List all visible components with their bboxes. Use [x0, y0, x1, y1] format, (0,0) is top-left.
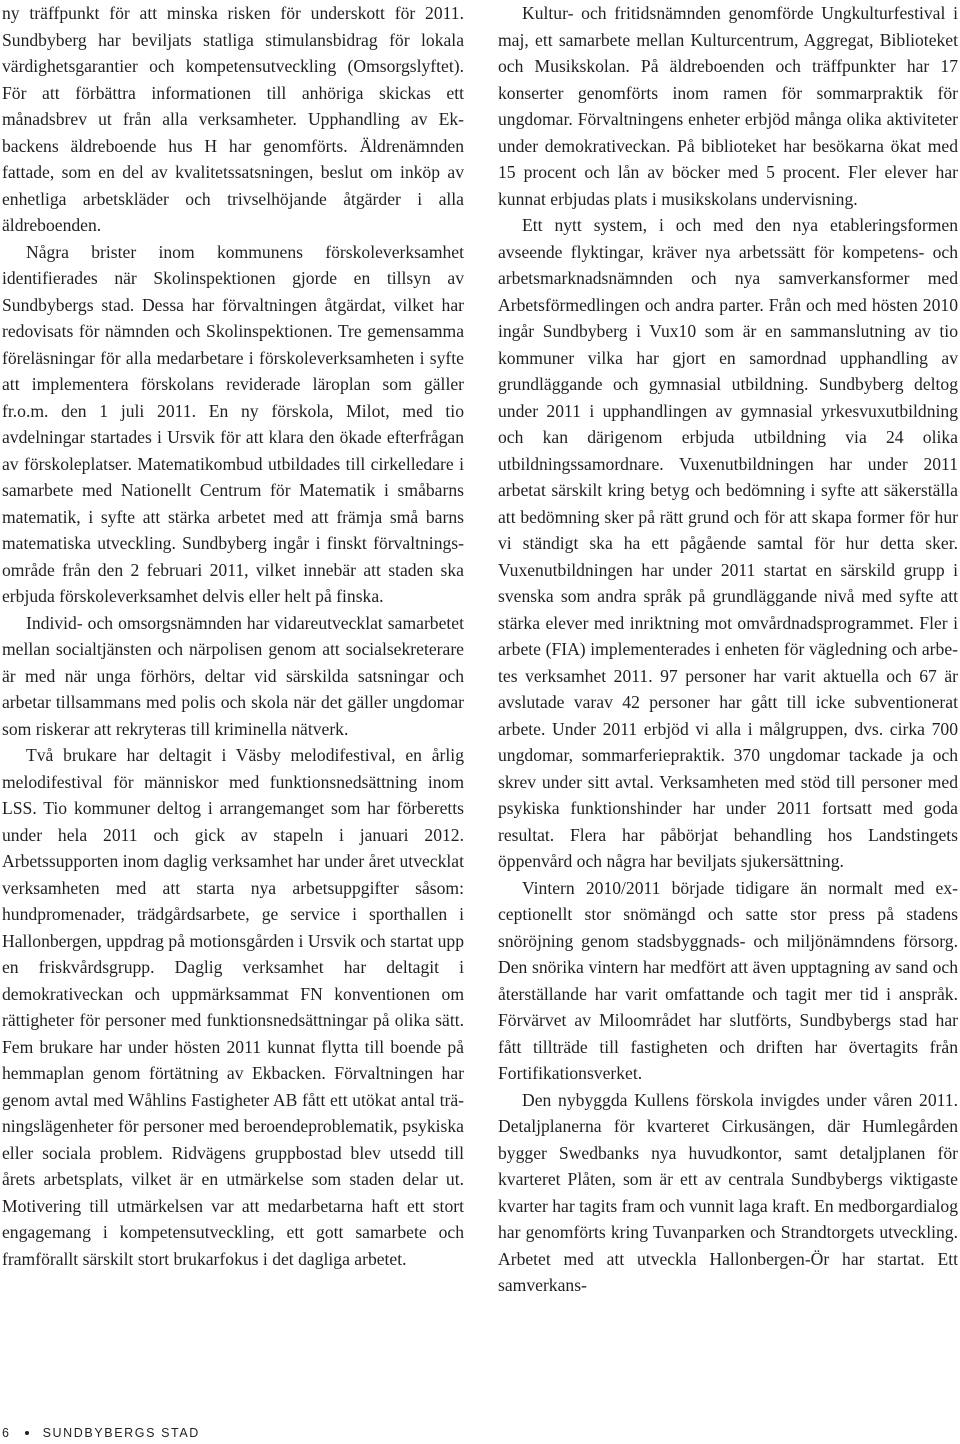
paragraph: Kultur- och fritidsnämnden genomförde Ungkulturfestival i maj, ett samarbete mellan Kulturcentrum, Aggregat, Biblioteket och Musikskolan. På äldreboenden och träffpunkter har 17 konserter genomförts inom ramen för sommarpraktik för ungdomar. Förvaltningens enheter erbjöd många olika aktiviteter under demokrativeckan. På biblioteket har besökarna ökat med 15 procent och lån av böcker med 5 procent. Fler elever har kunnat erbjudas plats i musikskolans undervisning.	[498, 3, 958, 209]
paragraph: Några brister inom kommunens förskoleverksamhet identifierades när Skolinspektionen gjorde en tillsyn av Sundbybergs stad. Dessa har förvaltningen åtgärdat, vilket har redovisats för nämnden och Skolinspektionen. Tre gemensamma föreläsningar för alla medarbetare i förskoleverksamheten i syfte att implementera förskolans reviderade läroplan som gäller fr.o.m. den 1 juli 2011. En ny förskola, Milot, med tio avdelningar startades i Ursvik för att klara den ökade efterfrågan av förskoleplatser. Matematikombud utbildades till cirkelledare i samarbete med Nationellt Centrum för Matematik i småbarns matematik, i syfte att stärka arbetet med att främja små barns matematiska utveckling. Sundbyberg ingår i finskt förvaltningsområde från den 2 februari 2011, vilket innebär att staden ska erbjuda förskoleverksamhet delvis eller helt på finska.	[2, 241, 464, 606]
bullet-separator-icon	[25, 1431, 29, 1435]
paragraph: Den nybyggda Kullens förskola invigdes under våren 2011. Detaljplanerna för kvarteret Cirkusängen, där Humlegården bygger Swedbanks nya huvudkontor, samt detaljplanen för kvarteret Plåten, som är ett av centrala Sundbybergs viktigaste kvarter har tagits fram och vunnit laga kraft. En medborgardialog har genomförts kring Tuvanparken och Strandtorgets utveckling. Arbetet med att utveckla Hallonbergen-Ör har startat. Ett samverkans-	[498, 1089, 958, 1295]
paragraph: Ett nytt system, i och med den nya etableringsformen avseende flyktingar, kräver nya arbetssätt för kompetens- och arbetsmarknadsnämnden och nya samverkansformer med Arbetsförmedlingen och andra parter. Från och med hösten 2010 ingår Sundbyberg i Vux10 som är en sammanslutning av tio kommuner vilka har gjort en samordnad upphandling av grundläggande och gymnasial utbildning. Sundbyberg deltog under 2011 i upphandlingen av gymnasial yrkesvuxutbildning och kan därigenom erbjuda utbildning via 24 olika utbildningssamordnare. Vuxenutbildningen har under 2011 arbetat särskilt kring betyg och bedömning i syfte att säkerställa att bedömning sker på rätt grund och för att skapa former för hur vi ständigt ska ha ett pågående samtal för hur detta sker. Vuxenutbildningen har under 2011 startat en särskild grupp i svenska som andra språk på grundläggande nivå med syfte att stärka elever med inriktning mot omvårdnadsprogrammet. Fler i arbete (FIA) implementerades i enheten för vägledning och arbetes verksamhet 2011. 97 personer har varit aktuella och 67 är avslutade varav 42 personer har gått till icke subventionerat arbete. Under 2011 erbjöd vi alla i målgruppen, dvs. cirka 700 ungdomar, sommarferiepraktik. 370 ungdomar tackade ja och skrev under sitt avtal. Verksamheten med stöd till personer med psykiska funktionshinder har under 2011 fortsatt med goda resultat. Flera har påbörjat behandling hos Landstingets öppenvård och några har beviljats sjukersättning.	[498, 215, 958, 871]
paragraph: Individ- och omsorgsnämnden har vidareutvecklat samarbetet mellan socialtjänsten och närpolisen genom att socialsekreterare är med när unga förhörs, deltar vid särskilda satsningar och arbetar tillsammans med polis och skola när det gäller ungdomar som riskerar att rekryteras till kriminella nätverk.	[2, 612, 464, 739]
paragraph: Vintern 2010/2011 började tidigare än normalt med exceptionellt stor snömängd och satte stor press på stadens snöröjning genom stadsbyggnads- och miljönämndens försorg. Den snörika vintern har medfört att även upptagning av sand och återställande har varit omfattande och tagit mer tid i anspråk. Förvärvet av Miloområdet har slutförts, Sundbybergs stad har fått tillträde till fastigheten och driften har övertagits från Fortifikationsverket.	[498, 877, 958, 1083]
right-column	[498, 0, 958, 1299]
publisher-name: SUNDBYBERGS STAD	[42, 1426, 200, 1440]
paragraph: Två brukare har deltagit i Väsby melodifestival, en årlig melodifestival för människor med funktionsnedsättning inom LSS. Tio kommuner deltog i arrangemanget som har förberetts under hela 2011 och gick av stapeln i januari 2012. Arbetssupporten inom daglig verksamhet har under året utvecklat verksamheten med att starta nya arbetsuppgifter såsom: hundpromenader, trädgårdsarbete, ge service i sporthallen i Hallonbergen, uppdrag på motionsgården i Ursvik och startat upp en friskvårdsgrupp. Daglig verksamhet har deltagit i demokrativeckan och uppmärksammat FN konventionen om rättigheter för personer med funktionsnedsättningar på olika sätt. Fem brukare har under hösten 2011 kunnat flytta till boende på hemmaplan genom förtätning av Ekbacken. Förvaltningen har genom avtal med Wåhlins Fastigheter AB fått ett utökat antal träningslägenheter för personer med beroendeproblematik, psykiska eller sociala problem. Ridvägens gruppbostad blev utsedd till årets arbetsplats, vilket är en utmärkelse som staden delar ut. Motivering till utmärkelsen var att medarbetarna haft ett stort engagemang i kompetensutveckling, ett gott samarbete och framförallt särskilt stort brukarfokus i det dagliga arbetet.	[2, 745, 464, 1269]
paragraph: ny träffpunkt för att minska risken för underskott för 2011. Sundbyberg har beviljats statliga stimulansbidrag för lokala värdighetsgarantier och kompetensutveckling (Omsorgslyftet). För att förbättra informationen till anhöriga skickas ett månadsbrev ut från alla verksamheter. Upphandling av Ekbackens äldreboende hus H har genomförts. Äldrenämnden fattade, som en del av kvalitetssatsningen, beslut om inköp av enhetliga arbetskläder och trivselhöjande åtgärder i alla äldreboenden.	[2, 3, 464, 235]
page-number: 6	[2, 1426, 11, 1440]
left-column	[2, 0, 464, 1272]
page-footer	[2, 1426, 200, 1440]
